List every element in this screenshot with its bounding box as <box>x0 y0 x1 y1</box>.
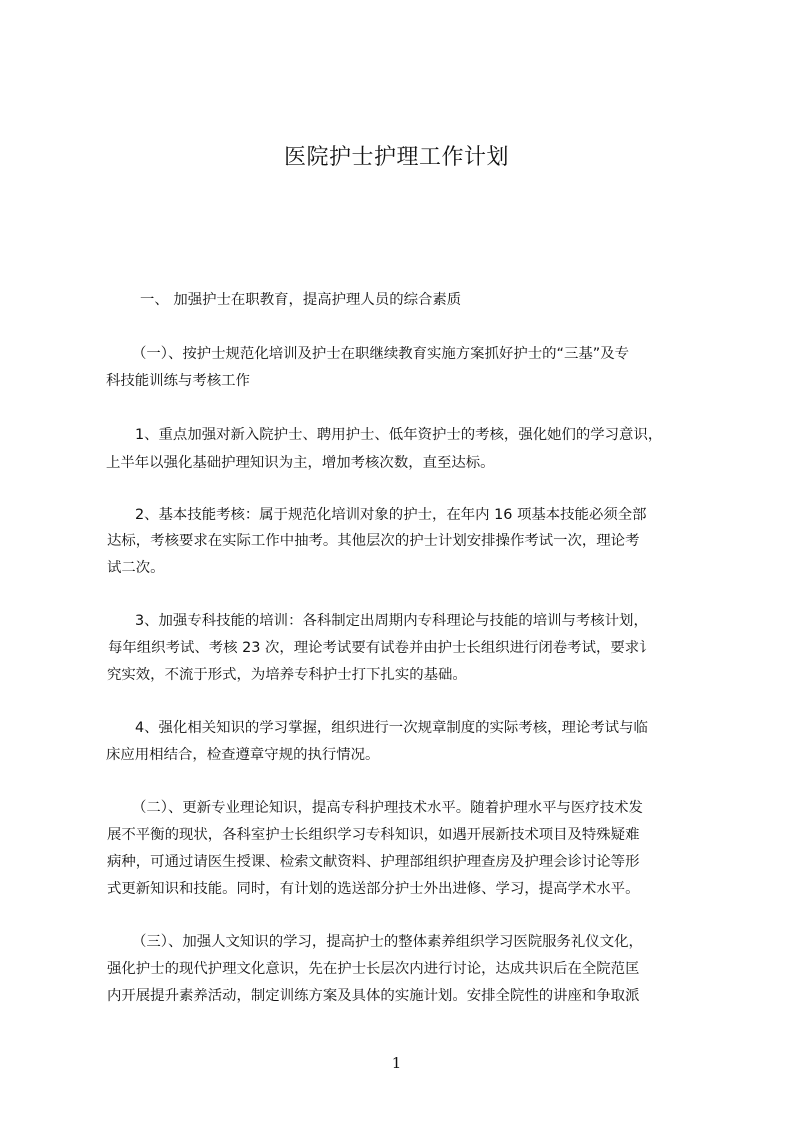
subsection-1-line-2: 科技能训练与考核工作 <box>106 373 250 389</box>
subsection-1-line-1: （一）、按护士规范化培训及护士在职继续教育实施方案抓好护士的“三基”及专 <box>132 346 629 362</box>
subsection-3-line-2: 强化护士的现代护理文化意识，先在护士长层次内进行讨论，达成共识后在全院范匡 <box>107 961 640 977</box>
item-3-line-1: 3、加强专科技能的培训：各科制定出周期内专科理论与技能的培训与考核计划， <box>135 613 648 629</box>
item-1-line-2: 上半年以强化基础护理知识为主，增加考核次数，直至达标。 <box>106 455 495 471</box>
section-heading-1: 一、 加强护士在职教育，提高护理人员的综合素质 <box>140 292 462 308</box>
subsection-2-line-4: 式更新知识和技能。同时，有计划的选送部分护士外出进修、学习，提高学术水平。 <box>107 881 640 897</box>
item-2-line-1: 2、基本技能考核：属于规范化培训对象的护士，在年内 16 项基本技能必须全部 <box>135 507 647 523</box>
subsection-2-line-1: （二）、更新专业理论知识，提高专科护理技术水平。随着护理水平与医疗技术发 <box>132 800 643 816</box>
item-3-line-3: 究实效，不流于形式，为培养专科护士打下扎实的基础。 <box>107 667 467 683</box>
item-3-line-2: 每年组织考试、考核 23 次，理论考试要有试卷并由护士长组织进行闭卷考试，要求讠 <box>108 640 654 656</box>
item-2-line-3: 试二次。 <box>107 560 165 576</box>
subsection-2-line-2: 展不平衡的现状，各科室护士长组织学习专科知识，如遇开展新技术项目及特殊疑难 <box>107 827 640 843</box>
subsection-3-line-3: 内开展提升素养活动，制定训练方案及具体的实施计划。安排全院性的讲座和争取派 <box>107 988 640 1004</box>
item-4-line-2: 床应用相结合，检查遵章守规的执行情况。 <box>106 747 380 763</box>
item-4-line-1: 4、强化相关知识的学习掌握，组织进行一次规章制度的实际考核，理论考试与临 <box>135 720 648 736</box>
subsection-2-line-3: 病种，可通过请医生授课、检索文献资料、护理部组织护理查房及护理会诊讨论等形 <box>107 854 640 870</box>
item-1-line-1: 1、重点加强对新入院护士、聘用护士、低年资护士的考核，强化她们的学习意识， <box>135 427 663 443</box>
page-title: 医院护士护理工作计划 <box>283 145 509 170</box>
subsection-3-line-1: （三）、加强人文知识的学习，提高护士的整体素养组织学习医院服务礼仪文化， <box>132 934 643 950</box>
page-number: 1 <box>391 1054 402 1072</box>
item-2-line-2: 达标，考核要求在实际工作中抽考。其他层次的护士计划安排操作考试一次，理论考 <box>107 533 640 549</box>
